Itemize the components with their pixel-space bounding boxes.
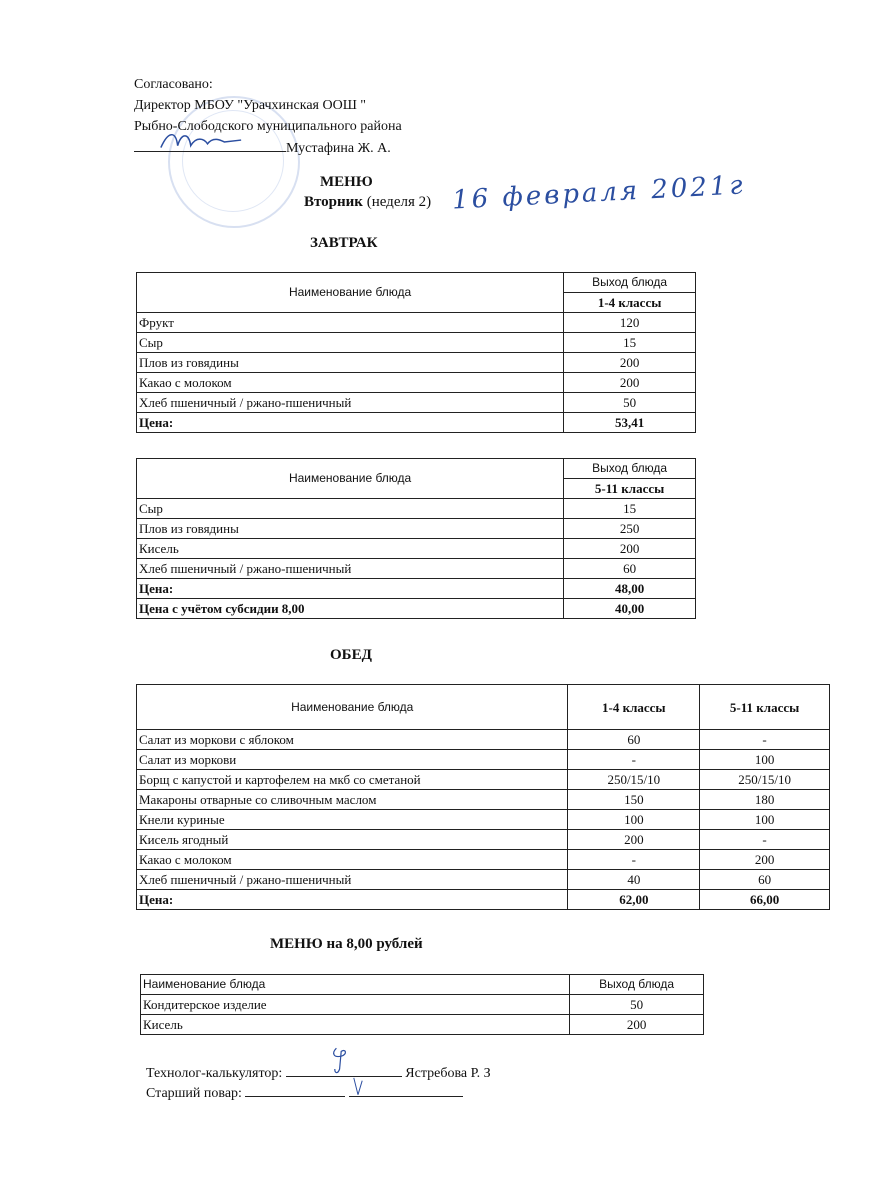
table-row: Хлеб пшеничный / ржано-пшеничный 60 (137, 559, 696, 579)
director-signature-line (134, 137, 286, 152)
chef-signature-icon (351, 1076, 365, 1098)
column-header-output: Выход блюда (564, 273, 696, 293)
technologist-name: Ястребова Р. З (405, 1066, 491, 1081)
technologist-signature-icon (330, 1044, 354, 1078)
menu8-table (140, 974, 704, 1035)
breakfast-table-junior (136, 272, 696, 433)
day-name: Вторник (304, 194, 363, 210)
technologist-signature-line (286, 1062, 402, 1077)
lunch-title: ОБЕД (330, 647, 372, 663)
table-row: Фрукт 120 (137, 313, 696, 333)
column-header-senior: 5-11 классы (700, 685, 830, 730)
handwritten-date: 16 февраля 2021г (451, 170, 747, 216)
column-header-dish: Наименование блюда (141, 975, 570, 995)
group-header: 1-4 классы (564, 293, 696, 313)
table-row: Кнели куриные 100 100 (137, 810, 830, 830)
chef-signature-line (245, 1082, 345, 1097)
approval-director: Директор МБОУ "Урачхинская ООШ " (134, 98, 367, 113)
table-row: Сыр 15 (137, 499, 696, 519)
table-row: Хлеб пшеничный / ржано-пшеничный 40 60 (137, 870, 830, 890)
table-row: Какао с молоком - 200 (137, 850, 830, 870)
table-row: Кисель 200 (137, 539, 696, 559)
column-header-dish: Наименование блюда (137, 685, 568, 730)
column-header-dish: Наименование блюда (137, 273, 564, 313)
table-row: Салат из моркови - 100 (137, 750, 830, 770)
table-row: Салат из моркови с яблоком 60 - (137, 730, 830, 750)
day-line (304, 194, 431, 211)
group-header: 5-11 классы (564, 479, 696, 499)
breakfast-table-senior (136, 458, 696, 619)
table-row: Хлеб пшеничный / ржано-пшеничный 50 (137, 393, 696, 413)
table-row: Кондитерское изделие 50 (141, 995, 704, 1015)
director-name: Мустафина Ж. А. (286, 141, 391, 156)
lunch-table (136, 684, 830, 910)
approval-label: Согласовано: (134, 77, 213, 92)
table-row: Макароны отварные со сливочным маслом 150 180 (137, 790, 830, 810)
table-row: Сыр 15 (137, 333, 696, 353)
table-row: Плов из говядины 200 (137, 353, 696, 373)
week-number: (неделя 2) (366, 194, 432, 210)
chef-label: Старший повар: (146, 1086, 242, 1101)
table-row: Какао с молоком 200 (137, 373, 696, 393)
page-title: МЕНЮ (320, 174, 373, 190)
subsidy-price-row: Цена с учётом субсидии 8,00 40,00 (137, 599, 696, 619)
price-row: Цена: 48,00 (137, 579, 696, 599)
approval-district: Рыбно-Слободского муниципального района (134, 119, 402, 134)
menu8-title: МЕНЮ на 8,00 рублей (270, 936, 423, 952)
column-header-output: Выход блюда (564, 459, 696, 479)
column-header-dish: Наименование блюда (137, 459, 564, 499)
director-signature-icon (156, 127, 246, 155)
table-row: Плов из говядины 250 (137, 519, 696, 539)
price-row: Цена: 53,41 (137, 413, 696, 433)
approval-block (134, 74, 402, 159)
column-header-junior: 1-4 классы (568, 685, 700, 730)
chef-line (146, 1082, 463, 1104)
price-row: Цена: 62,00 66,00 (137, 890, 830, 910)
technologist-label: Технолог-калькулятор: (146, 1066, 283, 1081)
breakfast-title: ЗАВТРАК (310, 235, 378, 251)
column-header-output: Выход блюда (570, 975, 704, 995)
technologist-line (146, 1062, 491, 1084)
table-row: Кисель 200 (141, 1015, 704, 1035)
table-row: Кисель ягодный 200 - (137, 830, 830, 850)
chef-signature-line-2 (349, 1082, 463, 1097)
table-row: Борщ с капустой и картофелем на мкб со сметаной 250/15/10 250/15/10 (137, 770, 830, 790)
